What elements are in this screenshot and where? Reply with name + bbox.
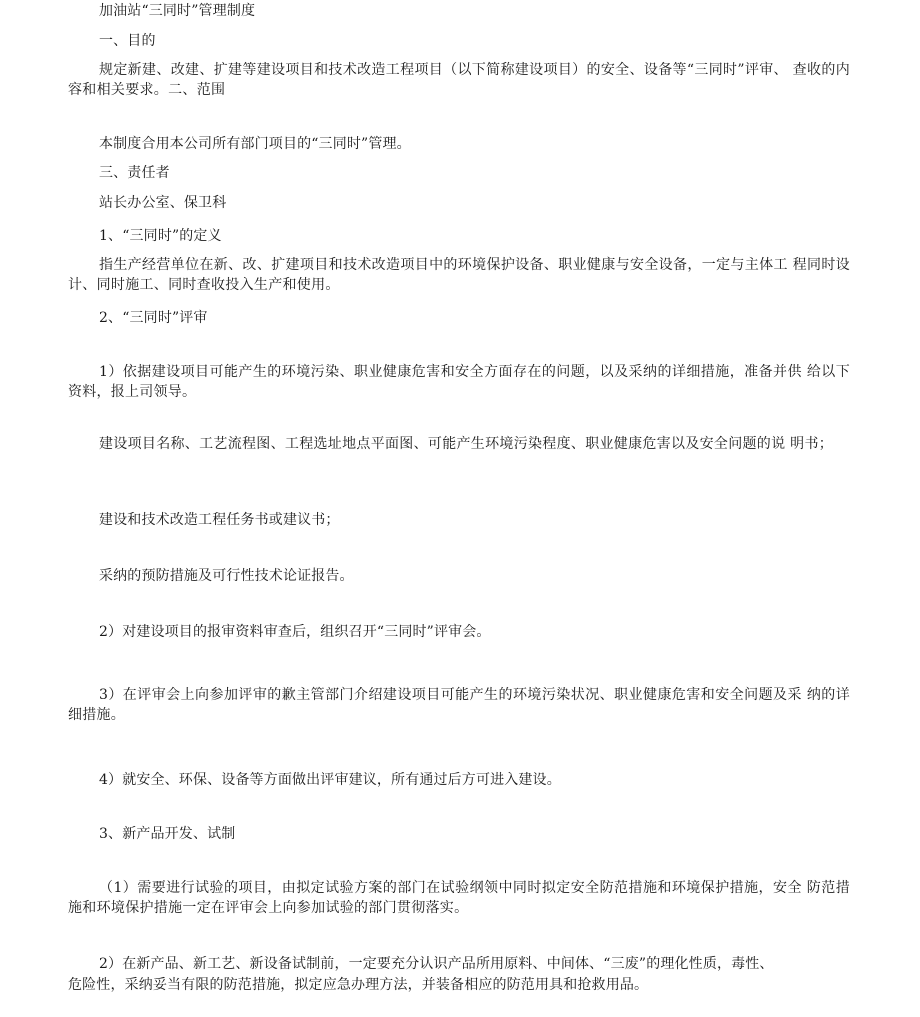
paragraph-review-step-1: 1）依据建设项目可能产生的环境污染、职业健康危害和安全方面存在的问题，以及采纳的详细措施，准备并供 给以下资料，报上司领导。: [68, 364, 850, 400]
paragraph-review-step-3: 3）在评审会上向参加评审的歉主管部门介绍建设项目可能产生的环境污染状况、职业健康危害和安全问题及采 纳的详细措施。: [68, 687, 850, 723]
paragraph-definition: 指生产经营单位在新、改、扩建项目和技术改造项目中的环境保护设备、职业健康与安全设备，一定与主体工 程同时设计、同时施工、同时查收投入生产和使用。: [68, 257, 850, 293]
section-heading-responsible: 三、责任者: [99, 165, 170, 181]
paragraph-new-product-2-line1: 2）在新产品、新工艺、新设备试制前，一定要充分认识产品所用原料、中间体、“三废”的理化性质，毒性、: [99, 956, 774, 972]
paragraph-scope: 本制度合用本公司所有部门项目的“三同时”管理。: [99, 136, 411, 152]
paragraph-review-step-2: 2）对建设项目的报审资料审查后，组织召开“三同时”评审会。: [99, 624, 491, 640]
paragraph-review-materials-c: 采纳的预防措施及可行性技术论证报告。: [99, 568, 354, 584]
paragraph-review-step-4: 4）就安全、环保、设备等方面做出评审建议，所有通过后方可进入建设。: [99, 772, 561, 788]
paragraph-responsible: 站长办公室、保卫科: [99, 195, 227, 211]
paragraph-purpose: 规定新建、改建、扩建等建设项目和技术改造工程项目（以下简称建设项目）的安全、设备等“三同时”评审、 查收的内容和相关要求。二、范围: [68, 62, 850, 98]
item-heading-new-product: 3、新产品开发、试制: [99, 826, 236, 842]
section-heading-purpose: 一、目的: [99, 33, 156, 49]
paragraph-new-product-2-line2: 危险性，采纳妥当有限的防范措施，拟定应急办理方法，并装备相应的防范用具和抢救用品。: [68, 977, 649, 993]
paragraph-new-product-1: （1）需要进行试验的项目，由拟定试验方案的部门在试验纲领中同时拟定安全防范措施和环境保护措施，安全 防范措施和环境保护措施一定在评审会上向参加试验的部门贯彻落实。: [68, 880, 850, 916]
paragraph-review-materials-b: 建设和技术改造工程任务书或建议书；: [99, 512, 340, 528]
item-heading-definition: 1、“三同时”的定义: [99, 228, 222, 244]
paragraph-review-materials-a: 建设项目名称、工艺流程图、工程选址地点平面图、可能产生环境污染程度、职业健康危害以及安全问题的说 明书；: [99, 436, 834, 452]
item-heading-review: 2、“三同时”评审: [99, 310, 208, 326]
document-title: 加油站“三同时”管理制度: [99, 3, 256, 19]
